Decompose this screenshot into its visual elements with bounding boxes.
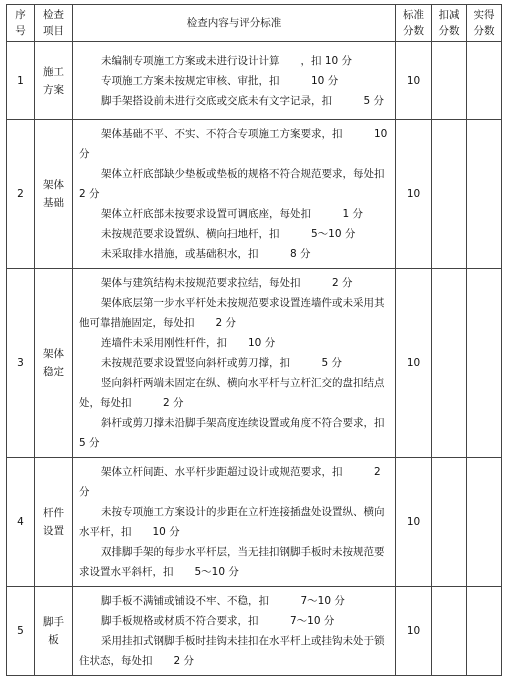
- row-item-line1: 脚手: [43, 616, 64, 628]
- criteria-line: 连墙件未采用刚性杆件，扣 10 分: [101, 337, 276, 349]
- row-item-line2: 板: [48, 634, 59, 646]
- header-item-line2: 项目: [43, 25, 64, 37]
- row-item-line1: 杆件: [43, 507, 64, 519]
- header-standard-line2: 分数: [403, 25, 424, 37]
- criteria-line: 双排脚手架的每步水平杆层，当无挂扣钢脚手板时未按规范要求设置水平斜杆，扣 5～10 分: [79, 546, 385, 578]
- row-deduct-cell[interactable]: [432, 269, 467, 458]
- row-item: [35, 120, 73, 269]
- criteria-line: 架体基础不平、不实、不符合专项施工方案要求，扣 10 分: [79, 128, 388, 160]
- row-actual-cell[interactable]: [467, 458, 502, 587]
- header-content: 检查内容与评分标准: [73, 5, 396, 42]
- row-item-line2: 方案: [43, 83, 64, 96]
- criteria-line: 架体立杆底部缺少垫板或垫板的规格不符合规范要求，每处扣 2 分: [79, 168, 385, 200]
- row-standard-score: 10: [396, 120, 432, 269]
- row-deduct-cell[interactable]: [432, 458, 467, 587]
- row-deduct-cell[interactable]: [432, 587, 467, 676]
- row-item-line1: 架体: [43, 348, 64, 360]
- row-seq: 2: [7, 120, 35, 269]
- criteria-line: 未按规范要求设置竖向斜杆或剪刀撑，扣 5 分: [101, 357, 343, 369]
- row-seq: 4: [7, 458, 35, 587]
- row-deduct-cell[interactable]: [432, 42, 467, 120]
- header-seq: [7, 5, 35, 42]
- row-item-line1: 架体: [43, 179, 64, 191]
- header-standard-line1: 标准: [403, 9, 424, 21]
- row-actual-cell[interactable]: [467, 42, 502, 120]
- row-content: [73, 269, 396, 458]
- table-row: [7, 269, 502, 458]
- row-item-line1: 施工: [43, 65, 64, 78]
- row-actual-cell[interactable]: [467, 269, 502, 458]
- row-deduct-cell[interactable]: [432, 120, 467, 269]
- criteria-line: 未按规范要求设置纵、横向扫地杆，扣 5～10 分: [101, 228, 356, 240]
- criteria-line: 未按专项施工方案设计的步距在立杆连接插盘处设置纵、横向水平杆，扣 10 分: [79, 506, 385, 538]
- criteria-line: 竖向斜杆两端未固定在纵、横向水平杆与立杆汇交的盘扣结点处，每处扣 2 分: [79, 377, 385, 409]
- criteria-line: 未编制专项施工方案或未进行设计计算 ，扣 10 分: [101, 54, 353, 67]
- header-deduct-line2: 分数: [438, 25, 460, 37]
- criteria-line: 脚手架搭设前未进行交底或交底未有文字记录，扣 5 分: [101, 94, 385, 107]
- row-content: [73, 42, 396, 120]
- row-item-line2: 设置: [43, 525, 64, 537]
- table-row: [7, 42, 502, 120]
- table-row: [7, 587, 502, 676]
- row-seq: 1: [7, 42, 35, 120]
- header-deduct-line1: 扣减: [438, 9, 460, 21]
- criteria-line: 架体底层第一步水平杆处未按规范要求设置连墙件或未采用其他可靠措施固定，每处扣 2 分: [79, 297, 385, 329]
- criteria-line: 斜杆或剪刀撑未沿脚手架高度连续设置或角度不符合要求，扣 5 分: [79, 417, 385, 449]
- row-seq: 5: [7, 587, 35, 676]
- criteria-line: 专项施工方案未按规定审核、审批，扣 10 分: [101, 74, 339, 87]
- criteria-line: 脚手板不满铺或铺设不牢、不稳，扣 7～10 分: [101, 595, 345, 607]
- header-standard: [396, 5, 432, 42]
- row-item-line2: 基础: [43, 197, 64, 209]
- row-standard-score: 10: [396, 42, 432, 120]
- table-header-row: [7, 5, 502, 42]
- row-content: [73, 120, 396, 269]
- row-standard-score: 10: [396, 269, 432, 458]
- criteria-line: 脚手板规格或材质不符合要求，扣 7～10 分: [101, 615, 335, 627]
- criteria-line: 采用挂扣式钢脚手板时挂钩未挂扣在水平杆上或挂钩未处于锁住状态，每处扣 2 分: [79, 635, 385, 667]
- row-item-line2: 稳定: [43, 366, 64, 378]
- row-seq: 3: [7, 269, 35, 458]
- inspection-table: [6, 4, 502, 676]
- criteria-line: 架体立杆间距、水平杆步距超过设计或规范要求，扣 2 分: [79, 466, 381, 498]
- table-row: [7, 120, 502, 269]
- header-item: [35, 5, 73, 42]
- row-actual-cell[interactable]: [467, 587, 502, 676]
- row-standard-score: 10: [396, 587, 432, 676]
- criteria-line: 未采取排水措施，或基础积水，扣 8 分: [101, 248, 311, 260]
- header-seq-line2: 号: [15, 25, 26, 37]
- header-actual: [467, 5, 502, 42]
- row-item: [35, 458, 73, 587]
- row-item: [35, 269, 73, 458]
- row-standard-score: 10: [396, 458, 432, 587]
- row-item: [35, 587, 73, 676]
- header-item-line1: 检查: [43, 9, 64, 21]
- header-seq-line1: 序: [15, 9, 26, 21]
- row-content: [73, 458, 396, 587]
- row-item: [35, 42, 73, 120]
- criteria-line: 架体立杆底部未按要求设置可调底座，每处扣 1 分: [101, 208, 364, 220]
- row-actual-cell[interactable]: [467, 120, 502, 269]
- table-row: [7, 458, 502, 587]
- row-content: [73, 587, 396, 676]
- header-actual-line2: 分数: [473, 25, 495, 37]
- criteria-line: 架体与建筑结构未按规范要求拉结，每处扣 2 分: [101, 277, 353, 289]
- header-actual-line1: 实得: [473, 9, 495, 21]
- header-deduct: [432, 5, 467, 42]
